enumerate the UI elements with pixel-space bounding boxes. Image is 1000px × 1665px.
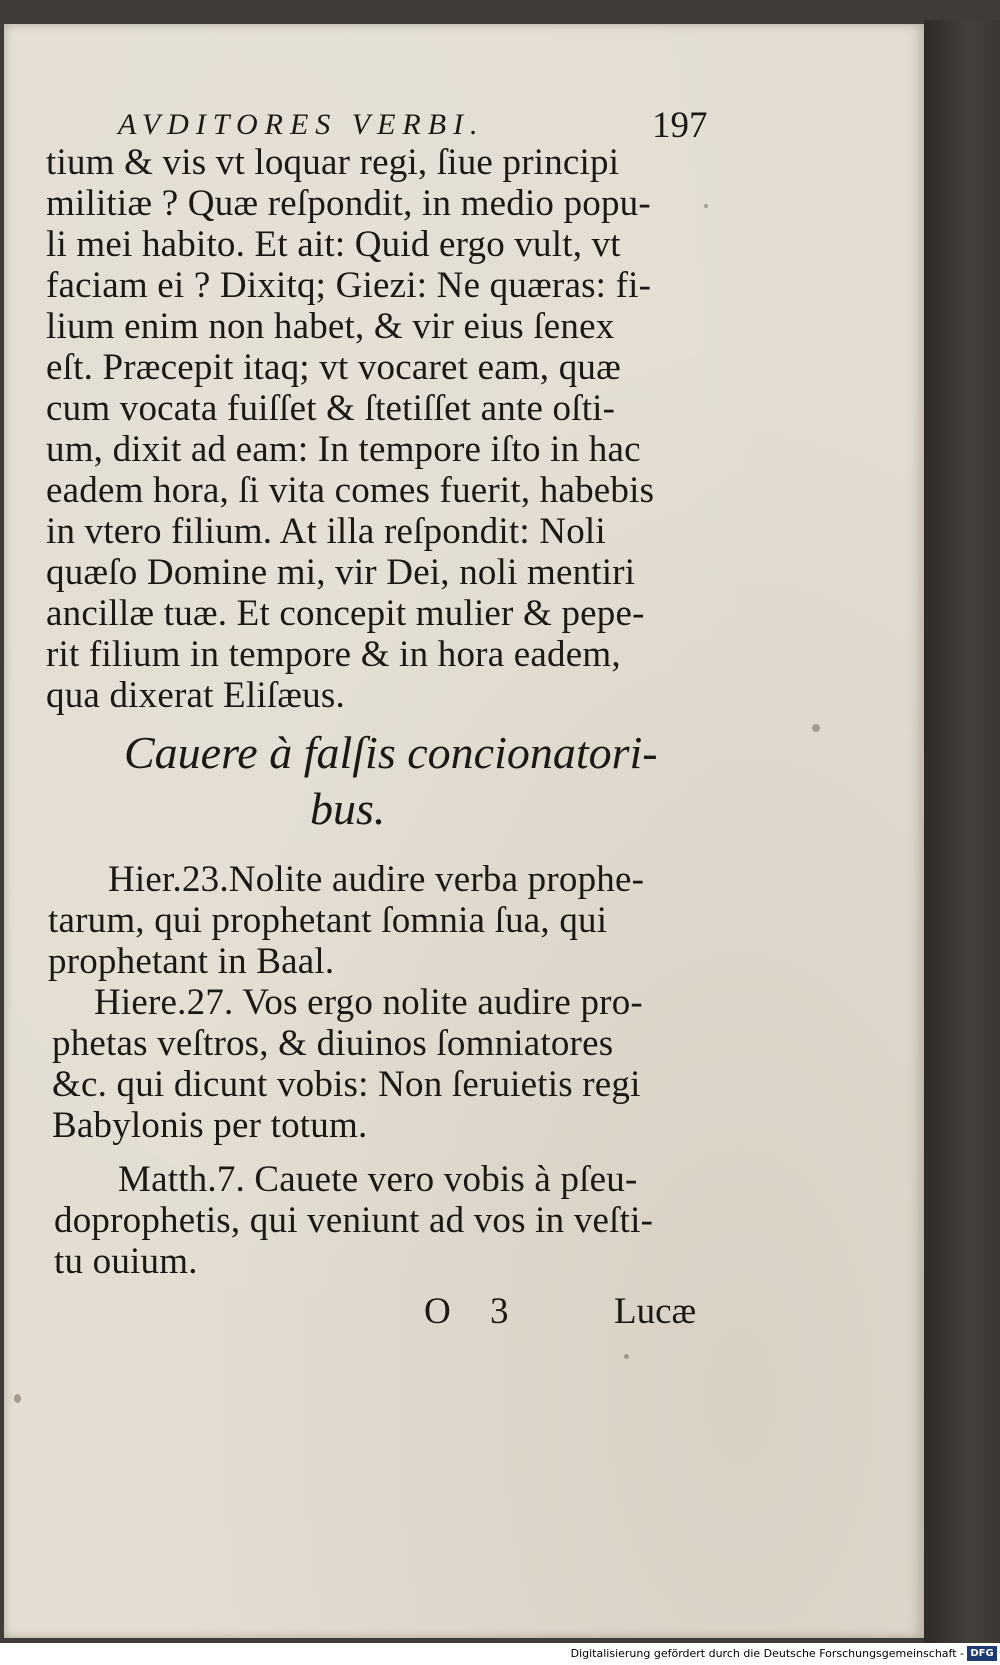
section-heading: bus. bbox=[310, 783, 386, 834]
dfg-logo[interactable]: DFG bbox=[967, 1646, 997, 1661]
body-line: rit filium in tempore & in hora eadem, bbox=[46, 634, 621, 675]
body-line: qua dixerat Eliſæus. bbox=[46, 675, 345, 716]
paper-speck bbox=[14, 1394, 21, 1403]
citation-line: Babylonis per totum. bbox=[52, 1105, 368, 1146]
citation-line: phetas veſtros, & diuinos ſomniatores bbox=[52, 1023, 614, 1064]
running-head: AVDITORES VERBI. bbox=[118, 108, 485, 141]
section-heading: Cauere à falſis concionatori- bbox=[124, 727, 658, 778]
paper-speck bbox=[812, 724, 820, 732]
page-number: 197 bbox=[652, 105, 708, 146]
catchword: Lucæ bbox=[614, 1291, 697, 1332]
body-line: tium & vis vt loquar regi, ſiue principi bbox=[46, 142, 620, 183]
body-line: in vtero filium. At illa reſpondit: Noli bbox=[46, 511, 606, 552]
citation-line: Matth.7. Cauete vero vobis à pſeu- bbox=[118, 1159, 638, 1200]
body-line: militiæ ? Quæ reſpondit, in medio popu- bbox=[46, 183, 651, 224]
citation-line: &c. qui dicunt vobis: Non ſeruietis regi bbox=[52, 1064, 641, 1105]
citation-line: doprophetis, qui veniunt ad vos in veſti- bbox=[54, 1200, 654, 1241]
footer-bar bbox=[0, 1643, 1000, 1665]
signature-mark: O 3 bbox=[424, 1291, 509, 1332]
body-line: ancillæ tuæ. Et concepit mulier & pepe- bbox=[46, 593, 645, 634]
funding-credit: Digitalisierung gefördert durch die Deutsche Forschungsgemeinschaft - bbox=[570, 1647, 964, 1660]
paper-speck bbox=[624, 1354, 629, 1359]
book-edge bbox=[924, 20, 1000, 1643]
citation-line: Hiere.27. Vos ergo nolite audire pro- bbox=[94, 982, 643, 1023]
body-line: lium enim non habet, & vir eius ſenex bbox=[46, 306, 615, 347]
citation-line: tarum, qui prophetant ſomnia ſua, qui bbox=[48, 900, 608, 941]
body-line: eadem hora, ſi vita comes fuerit, habebis bbox=[46, 470, 655, 511]
citation-line: tu ouium. bbox=[54, 1241, 198, 1282]
body-line: cum vocata fuiſſet & ſtetiſſet ante oſti- bbox=[46, 388, 616, 429]
citation-line: Hier.23.Nolite audire verba prophe- bbox=[108, 859, 645, 900]
body-line: faciam ei ? Dixitq; Giezi: Ne quæras: fi- bbox=[46, 265, 652, 306]
citation-line: prophetant in Baal. bbox=[48, 941, 335, 982]
body-line: um, dixit ad eam: In tempore iſto in hac bbox=[46, 429, 641, 470]
paper-speck bbox=[704, 204, 708, 208]
body-line: quæſo Domine mi, vir Dei, noli mentiri bbox=[46, 552, 636, 593]
body-line: li mei habito. Et ait: Quid ergo vult, vt bbox=[46, 224, 621, 265]
body-line: eſt. Præcepit itaq; vt vocaret eam, quæ bbox=[46, 347, 621, 388]
